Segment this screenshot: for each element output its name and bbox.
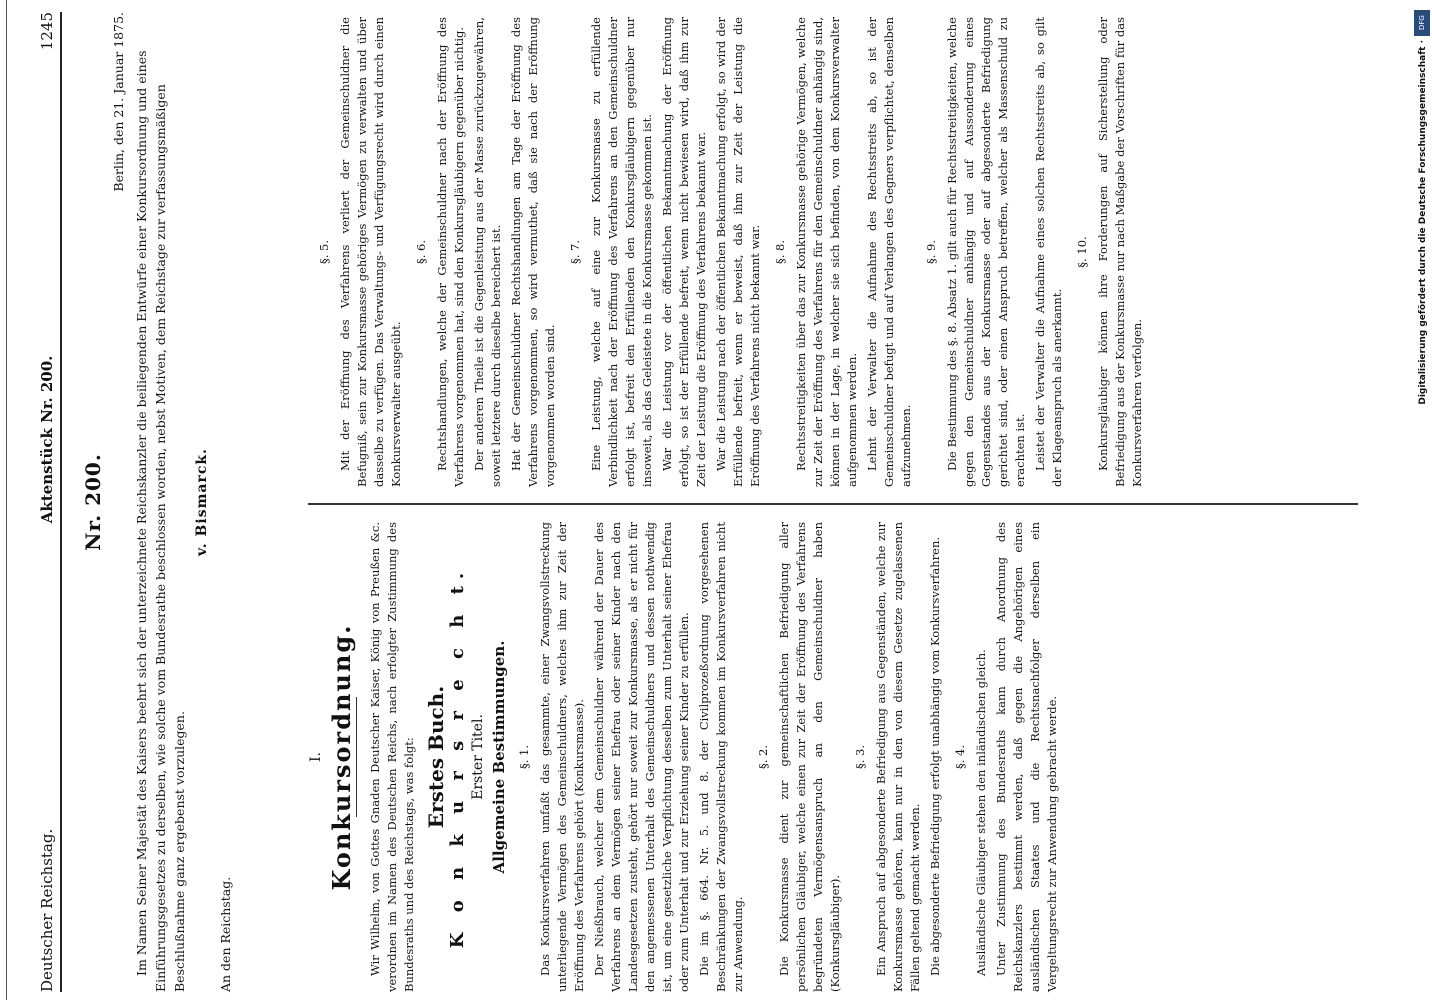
paragraph-text: Die im §. 664. Nr. 5. und 8. der Civilprozeßordnung vorgesehenen Beschränkungen der Zwangsvollstreckung kommen im Konkursverfahren nicht zur Anwendung. — [697, 522, 745, 992]
page-edge-scan-border — [0, 0, 7, 1000]
paragraph-heading: §. 4. — [953, 744, 967, 770]
paragraph-heading: §. 9. — [924, 239, 938, 265]
document-number: Nr. 200. — [81, 453, 105, 551]
paragraph-heading: §. 8. — [773, 239, 787, 265]
paragraph-text: Lehnt der Verwalter die Aufnahme des Rechtsstreits ab, so ist der Gemeinschuldner befugt und auf Verlangen des Gegners verpflichtet, denselben aufzunehmen. — [865, 17, 913, 487]
paragraph-text: Die abgesonderte Befriedigung erfolgt unabhängig vom Konkursverfahren. — [928, 536, 942, 976]
paragraph-text: War die Leistung vor der öffentlichen Bekanntmachung der Eröffnung erfolgt, so ist der Erfüllende befreit, wenn nicht bewiesen wird, daß ihm zur Zeit der Leistung die Eröffnung des Verfahrens bekannt war. — [660, 17, 708, 487]
dfg-logo: DFG — [1414, 10, 1430, 36]
addressee: An den Reichstag. — [218, 876, 233, 992]
digitization-credit — [1408, 10, 1430, 590]
paragraph-text: Der anderen Theile ist die Gegenleistung aus der Masse zurückzugewähren, soweit letztere durch dieselbe bereichert ist. — [472, 17, 503, 487]
rotated-page — [8, 12, 1408, 992]
intro-text: Im Namen Seiner Majestät des Kaisers beehrt sich der unterzeichnete Reichskanzler die beiliegenden Entwürfe einer Konkursordnung und eines Einführungsgesetzes zu derselben, wie solche vom Bundesrathe beschlossen worden, nebst Motiven, dem Reichstage zur verfassungsmäßigen Beschlußnahme ganz ergebenst vorzulegen. — [134, 50, 187, 992]
paragraph-text: Konkursgläubiger können ihre Forderungen auf Sicherstellung oder Befriedigung aus der Konkursmasse nur nach Maßgabe der Vorschriften für das Konkursverfahren verfolgen. — [1096, 17, 1144, 487]
part-numeral: I. — [308, 752, 324, 762]
running-header — [8, 12, 62, 992]
page-number: 1245 — [38, 12, 56, 51]
place-date: Berlin, den 21. Januar 1875. — [111, 12, 126, 192]
paragraph-heading: §. 10. — [1075, 236, 1089, 268]
paragraph-text: Die Bestimmung des §. 8. Absatz 1. gilt auch für Rechtsstreitigkeiten, welche gegen den Gemeinschuldner anhängig und auf Aussonderung eines Gegenstandes aus der Konkursmasse oder auf abgesonderte Befriedigung gerichtet sind, oder einen Anspruch betreffen, welcher als Massenschuld zu erachten ist. — [945, 17, 1027, 487]
paragraph-text: Rechtshandlungen, welche der Gemeinschuldner nach der Eröffnung des Verfahrens vorgenommen hat, sind den Konkursgläubigern gegenüber nichtig. — [435, 17, 466, 487]
paragraph-heading: §. 7. — [568, 239, 582, 265]
header-left: Deutscher Reichstag. — [38, 828, 56, 992]
book-title: K o n k u r s r e c h t. — [447, 565, 468, 949]
paragraph-text: Mit der Eröffnung des Verfahrens verliert der Gemeinschuldner die Befugniß, sein zur Konkursmasse gehöriges Vermögen zu verwalten und über dasselbe zu verfügen. Das Verwaltungs- und Verfügungsrecht wird durch einen Konkursverwalter ausgeübt. — [338, 17, 403, 487]
header-center: Aktenstück Nr. 200. — [38, 355, 56, 524]
paragraph-text: Leistet der Verwalter die Aufnahme eines solchen Rechtsstreits ab, so gilt der Klageanspruch als anerkannt. — [1033, 17, 1064, 487]
paragraph-text: Das Konkursverfahren umfaßt das gesammte, einer Zwangsvollstreckung unterliegende Vermögen des Gemeinschuldners, welches ihm zur Zeit der Eröffnung des Verfahrens gehört (Konkursmasse). — [538, 522, 586, 992]
paragraph-text: Ausländische Gläubiger stehen den inländischen gleich. — [974, 649, 988, 976]
paragraph-text: Eine Leistung, welche auf eine zur Konkursmasse zu erfüllende Verbindlichkeit nach der Eröffnung des Verfahrens an den Gemeinschuldner erfolgt ist, befreit den Erfüllenden den Konkursgläubigern gegenüber nur insoweit, als das Geleistete in die Konkursmasse gekommen ist. — [589, 17, 654, 487]
right-column — [308, 17, 1358, 487]
section-heading: Allgemeine Bestimmungen. — [490, 640, 508, 874]
paragraph-heading: §. 3. — [853, 744, 867, 770]
intro-section — [70, 12, 300, 992]
title-rule — [356, 697, 357, 817]
paragraph-heading: §. 5. — [317, 239, 331, 265]
paragraph-text: Ein Anspruch auf abgesonderte Befriedigung aus Gegenständen, welche zur Konkursmasse gehören, kann nur in den von diesem Gesetze zugelassenen Fällen geltend gemacht werden. — [874, 522, 922, 992]
preamble: Wir Wilhelm, von Gottes Gnaden Deutscher Kaiser, König von Preußen &c. verordnen im Namen des Deutschen Reichs, nach erfolgter Zustimmung des Bundesraths und des Reichstags, was folgt: — [368, 522, 416, 992]
paragraph-text: Hat der Gemeinschuldner Rechtshandlungen am Tage der Eröffnung des Verfahrens vorgenommen, so wird vermuthet, daß sie nach der Eröffnung vorgenommen worden sind. — [509, 17, 557, 487]
law-title: Konkursordnung. — [327, 623, 356, 891]
left-column — [308, 522, 1358, 992]
paragraph-heading: §. 6. — [414, 239, 428, 265]
paragraph-text: Der Nießbrauch, welcher dem Gemeinschuldner während der Dauer des Verfahrens an dem Vermögen seiner Ehefrau oder seiner Kinder nach den Landesgesetzen zusteht, gehört nur soweit zur Konkursmasse, als er nicht für den angemessenen Unterhalt des Gemeinschuldners und dessen nothwendig ist, um eine gesetzliche Verpflichtung desselben zum Unterhalt seiner Ehefrau oder zum Unterhalt und zur Erziehung seiner Kinder zu erfüllen. — [592, 522, 691, 992]
paragraph-heading: §. 1. — [517, 744, 531, 770]
paragraph-text: Die Konkursmasse dient zur gemeinschaftlichen Befriedigung aller persönlichen Gläubiger, welche einen zur Zeit der Eröffnung des Verfahrens begründeten Vermögensanspruch an den Gemeinschuldner haben (Konkursgläubiger). — [777, 522, 842, 992]
titel-heading: Erster Titel. — [470, 714, 486, 800]
signature: v. Bismarck. — [194, 448, 210, 556]
paragraph-heading: §. 2. — [756, 744, 770, 770]
credit-text: Digitalisierung gefördert durch die Deutsche Forschungsgemeinschaft · — [1418, 40, 1428, 405]
paragraph-text: Rechtsstreitigkeiten über das zur Konkursmasse gehörige Vermögen, welche zur Zeit der Eröffnung des Verfahrens für den Gemeinschuldner anhängig sind, können in der Lage, in welcher sie sich befinden, von dem Konkursverwalter aufgenommen werden. — [794, 17, 859, 487]
paragraph-text: Unter Zustimmung des Bundesraths kann durch Anordnung des Reichskanzlers bestimmt werden, daß gegen die Angehörigen eines ausländischen Staates und die Rechtsnachfolger derselben ein Vergeltungsrecht zur Anwendung gebracht werde. — [994, 522, 1059, 992]
paragraph-text: War die Leistung nach der öffentlichen Bekanntmachung erfolgt, so wird der Erfüllende befreit, wenn er beweist, daß ihm zur Zeit der Leistung die Eröffnung des Verfahrens nicht bekannt war. — [714, 17, 762, 487]
column-divider — [308, 504, 1358, 506]
book-heading: Erstes Buch. — [424, 685, 448, 829]
